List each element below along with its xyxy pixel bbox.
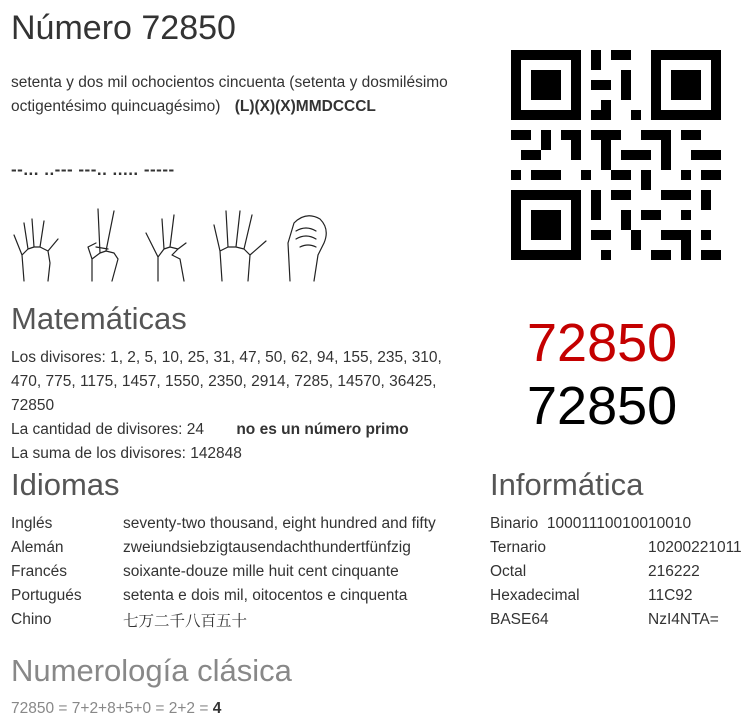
hand-sign-7-icon [14, 219, 58, 281]
hand-sign-5-icon [214, 211, 266, 281]
qr-code [511, 50, 721, 260]
words-text: setenta y dos mil ochocientos cincuenta (setenta y dosmilésimo octigentésimo quincuagésimo) [11, 74, 448, 115]
numerology-formula [11, 700, 221, 718]
numerology-result: 4 [212, 700, 222, 717]
number-in-words [11, 71, 491, 119]
language-value: setenta e dois mil, oitocentos e cinquenta [123, 587, 408, 604]
table-row [11, 560, 436, 584]
divisor-sum: La suma de los divisores: 142848 [11, 445, 242, 462]
base-label: BASE64 [490, 611, 549, 628]
base-value: 216222 [648, 563, 700, 580]
hand-signs-illustration [10, 203, 340, 283]
languages-table [11, 512, 436, 632]
language-value: seventy-two thousand, eight hundred and fifty [123, 515, 436, 532]
table-row [490, 512, 742, 536]
table-row [490, 608, 742, 632]
language-name: Inglés [11, 515, 53, 532]
numerology-section-title: Numerología clásica [11, 653, 292, 688]
language-name: Portugués [11, 587, 82, 604]
base-label: Octal [490, 563, 527, 580]
language-value: soixante-douze mille huit cent cinquante [123, 563, 399, 580]
table-row [490, 584, 742, 608]
hand-sign-0-icon [288, 216, 326, 281]
hand-sign-2-icon [88, 209, 118, 281]
roman-numeral: (L)(X)(X)MMDCCCL [234, 98, 376, 115]
informatics-table [490, 512, 742, 632]
language-value: 七万二千八百五十 [123, 613, 248, 630]
languages-section-title: Idiomas [11, 467, 120, 502]
divisor-count [11, 418, 409, 442]
table-row [11, 512, 436, 536]
table-row [11, 536, 436, 560]
hand-sign-8-icon [146, 215, 186, 281]
language-value: zweiundsiebzigtausendachthundertfünfzig [123, 539, 411, 556]
table-row [490, 560, 742, 584]
big-number-black: 72850 [527, 376, 678, 436]
binary-label: Binario [490, 515, 539, 532]
base-label: Ternario [490, 539, 546, 556]
language-name: Chino [11, 611, 52, 628]
numerology-formula-text: 72850 = 7+2+8+5+0 = 2+2 = [11, 700, 213, 717]
base-value: NzI4NTA= [648, 611, 719, 628]
binary-value: 10001110010010010 [546, 515, 692, 532]
informatics-section-title: Informática [490, 467, 644, 502]
language-name: Alemán [11, 539, 64, 556]
table-row [11, 608, 436, 632]
morse-code: --... ..--- ---.. ..... ----- [11, 160, 175, 179]
big-number-red: 72850 [527, 313, 678, 373]
prime-status: no es un número primo [236, 421, 409, 438]
table-row [11, 584, 436, 608]
table-row [490, 536, 742, 560]
base-label: Hexadecimal [490, 587, 580, 604]
divisors-list: Los divisores: 1, 2, 5, 10, 25, 31, 47, 50, 62, 94, 155, 235, 310, 470, 775, 1175, 1457, 1550, 2350, 2914, 7285, 14570, 36425, 72850 [11, 349, 442, 414]
base-value: 11C92 [648, 587, 693, 604]
binary-row [490, 512, 742, 536]
divisor-count-text: La cantidad de divisores: 24 [11, 421, 205, 438]
base-value: 10200221011 [648, 539, 742, 556]
language-name: Francés [11, 563, 67, 580]
page-title: Número 72850 [11, 9, 236, 47]
math-section-title: Matemáticas [11, 301, 187, 336]
